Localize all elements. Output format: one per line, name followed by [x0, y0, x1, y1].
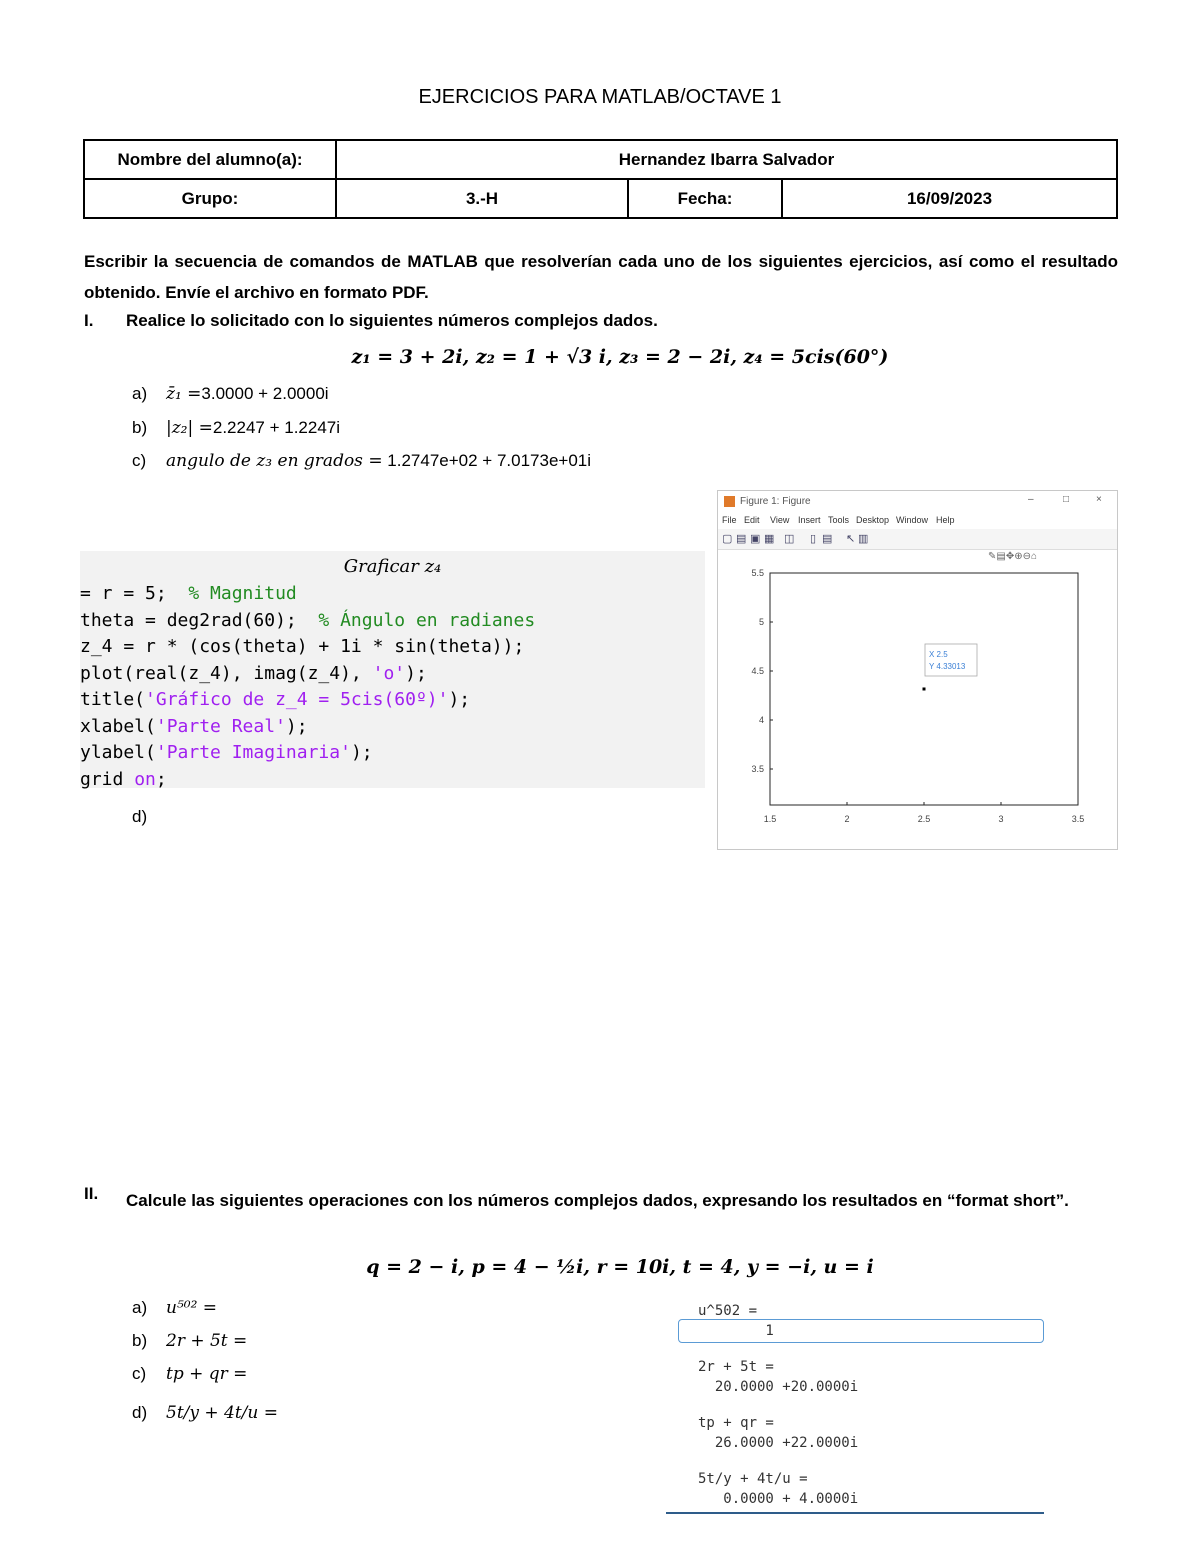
console-line-4: 20.0000 +20.0000i	[698, 1379, 859, 1395]
datatip-icon[interactable]: ▤	[996, 551, 1006, 562]
maximize-icon[interactable]: □	[1063, 494, 1070, 505]
console-line-7: 5t/y + 4t/u =	[698, 1471, 808, 1487]
date-label: Fecha:	[628, 179, 782, 218]
property-icon[interactable]: ▥	[858, 533, 869, 545]
console-line-1: u^502 =	[698, 1303, 758, 1319]
console-line-5: tp + qr =	[698, 1415, 774, 1431]
x-tick-label: 2	[844, 814, 850, 824]
x-tick-label: 2.5	[917, 814, 931, 824]
home-icon[interactable]: ⌂	[1031, 551, 1038, 562]
menu-file[interactable]: File	[722, 515, 737, 525]
y-tick-label: 5.5	[751, 568, 764, 578]
code-title: Graficar z₄	[343, 556, 442, 577]
item-b: b) |z₂| =2.2247 + 1.2247i	[132, 418, 341, 438]
menu-tools[interactable]: Tools	[828, 515, 850, 525]
datatip-box	[925, 644, 977, 676]
menu-desktop[interactable]: Desktop	[856, 515, 890, 525]
data-point[interactable]	[923, 687, 926, 690]
y-tick-label: 5	[758, 617, 764, 627]
item-c: c) angulo de z₃ en grados = 1.2747e+02 + 7.0173e+01i	[132, 451, 592, 471]
plot-area	[718, 550, 1117, 849]
y-tick-label: 3.5	[751, 764, 764, 774]
code-lines: = r = 5; % Magnitud theta = deg2rad(60); % Ángulo en radianes z_4 = r * (cos(theta) + 1i * sin(theta)); plot(real(z_4), imag(z_4), 'o'); title('Gráfico de z_4 = 5cis(60º)'); xlabel('Parte Real'); ylabel('Parte Imaginaria'); grid on;	[80, 583, 536, 790]
menu-insert[interactable]: Insert	[798, 515, 821, 525]
name-value: Hernandez Ibarra Salvador	[336, 140, 1117, 179]
item2-b: b) 2r + 5t =	[132, 1331, 248, 1351]
pointer-icon[interactable]: ↖	[846, 533, 856, 545]
figure-toolbar	[718, 529, 1117, 550]
zoom-in-icon[interactable]: ⊕	[1014, 551, 1023, 562]
section1-equation: z₁ = 3 + 2i, z₂ = 1 + √3 i, z₃ = 2 − 2i, z₄ = 5cis(60°)	[351, 346, 889, 368]
datatip[interactable]	[925, 644, 977, 676]
zoom-out-icon[interactable]: ⊖	[1022, 551, 1032, 562]
x-tick-label: 3.5	[1071, 814, 1085, 824]
colorbar-icon[interactable]: ▯	[810, 533, 817, 545]
date-value: 16/09/2023	[782, 179, 1117, 218]
group-label: Grupo:	[84, 179, 336, 218]
section2-number: II.	[84, 1184, 99, 1203]
section2-heading: Calcule las siguientes operaciones con los números complejos dados, expresando los resultados en “format short”.	[126, 1191, 1069, 1210]
menu-window[interactable]: Window	[896, 515, 929, 525]
item2-a: a) u⁵⁰² =	[132, 1298, 218, 1318]
save-icon[interactable]: ▣	[750, 533, 761, 545]
legend-icon[interactable]: ▤	[822, 533, 833, 545]
figure-window	[717, 490, 1118, 850]
data-points	[923, 687, 926, 690]
open-icon[interactable]: ▤	[736, 533, 747, 545]
console-bottom-border	[666, 1512, 1044, 1514]
item-a: a) z̄₁ =3.0000 + 2.0000i	[132, 384, 329, 404]
figure-menu	[718, 513, 1117, 529]
link-icon[interactable]: ◫	[784, 533, 795, 545]
console-output	[666, 1296, 1044, 1514]
new-figure-icon[interactable]: ▢	[722, 533, 733, 545]
chart-svg	[718, 550, 1117, 849]
instructions: Escribir la secuencia de comandos de MATLAB que resolverían cada uno de los siguientes ejercicios, así como el resultado obtenido. Envíe el archivo en formato PDF.	[84, 252, 1118, 302]
group-value: 3.-H	[336, 179, 628, 218]
section1-number: I.	[84, 311, 94, 330]
y-tick-label: 4	[758, 715, 764, 725]
console-line-6: 26.0000 +22.0000i	[698, 1435, 859, 1451]
minimize-icon[interactable]: –	[1028, 494, 1034, 505]
item2-c: c) tp + qr =	[132, 1364, 248, 1384]
console-line-8: 0.0000 + 4.0000i	[698, 1491, 859, 1507]
datatip-y: Y 4.33013	[929, 662, 966, 671]
print-icon[interactable]: ▦	[764, 533, 775, 545]
console-line-3: 2r + 5t =	[698, 1359, 774, 1375]
figure-titlebar	[718, 491, 1117, 513]
datatip-x: X 2.5	[929, 650, 948, 659]
name-label: Nombre del alumno(a):	[84, 140, 336, 179]
item-d-label: d)	[132, 807, 148, 826]
menu-edit[interactable]: Edit	[744, 515, 760, 525]
figure-window-title: Figure 1: Figure	[740, 496, 811, 507]
close-icon[interactable]: ×	[1096, 494, 1102, 505]
brush-icon[interactable]: ✎	[988, 551, 997, 562]
y-tick-label: 4.5	[751, 666, 764, 676]
student-info-table	[83, 139, 1118, 219]
matlab-icon	[724, 496, 735, 507]
console-line-2: 1	[698, 1323, 774, 1339]
section2-equation: q = 2 − i, p = 4 − ½i, r = 10i, t = 4, y = −i, u = i	[366, 1256, 874, 1278]
menu-view[interactable]: View	[770, 515, 790, 525]
item2-d: d) 5t/y + 4t/u =	[132, 1403, 279, 1423]
pan-icon[interactable]: ✥	[1005, 551, 1015, 562]
x-tick-label: 1.5	[763, 814, 777, 824]
x-tick-label: 3	[998, 814, 1004, 824]
page-title: EJERCICIOS PARA MATLAB/OCTAVE 1	[418, 86, 782, 108]
matlab-code-block	[80, 551, 705, 788]
section1-heading: Realice lo solicitado con lo siguientes números complejos dados.	[126, 311, 658, 330]
menu-help[interactable]: Help	[936, 515, 955, 525]
